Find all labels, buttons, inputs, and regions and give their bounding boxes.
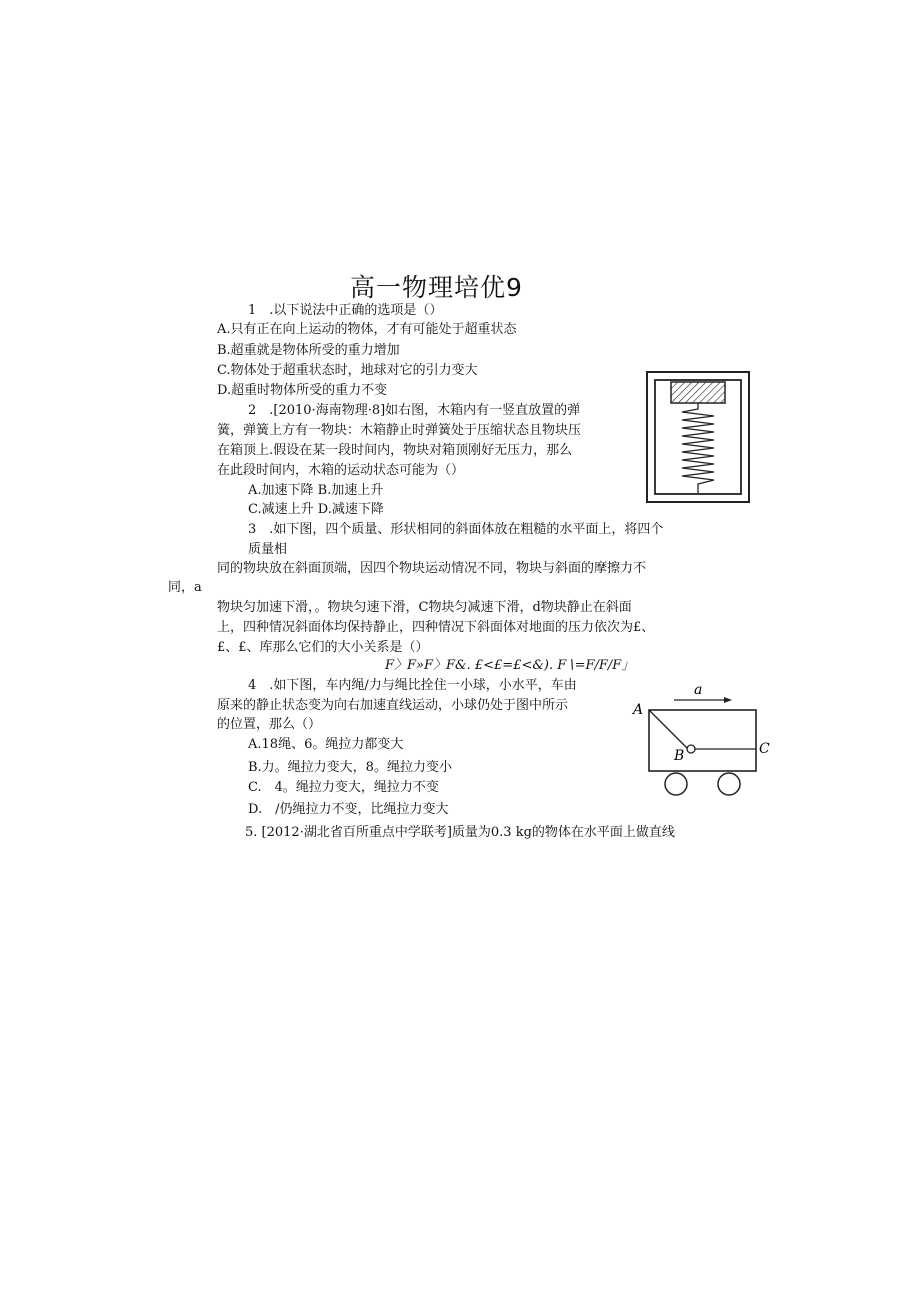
q3-line-7: £、£、库那么它们的大小关系是（） [217,640,429,655]
q4-option-c: C. 4。绳拉力变大，绳拉力不变 [248,780,439,795]
cart-figure [628,678,778,800]
q2-line-4: 在此段时间内，木箱的运动状态可能为（） [217,463,465,478]
q3-line-6: 上，四种情况斜面体均保持静止，四种情况下斜面体对地面的压力依次为£、 [217,620,655,635]
q1-option-d: D.超重时物体所受的重力不变 [217,383,388,398]
left-wheel [665,773,687,795]
q4-option-a: A.18绳、6。绳拉力都变大 [248,737,404,752]
q1-option-c: C.物体处于超重状态时，地球对它的引力变大 [217,363,478,378]
q2-line-1: 2 .[2010·海南物理·8]如右图，木箱内有一竖直放置的弹 [248,403,581,418]
q3-line-4: 同，a [168,580,202,595]
point-a-label: A [633,702,644,718]
point-b-label: B [674,748,685,764]
q4-line-1: 4 .如下图，车内绳/力与绳比拴住一小球，小水平，车由 [248,678,577,693]
spring-box-figure [646,371,750,503]
point-c-label: C [759,741,770,757]
rope-ab [649,710,688,749]
q2-options-cd: C.减速上升 D.减速下降 [248,502,384,517]
cart-body [649,710,756,771]
q4-line-3: 的位置，那么（） [217,717,322,732]
spring [682,403,714,493]
accel-arrowhead [724,697,732,703]
block [671,382,725,403]
q4-option-d: D. /仍绳拉力不变，比绳拉力变大 [248,802,449,817]
page-title: 高一物理培优9 [350,273,523,302]
q1-stem: 1 .以下说法中正确的选项是（） [248,303,443,318]
q2-line-2: 簧，弹簧上方有一物块：木箱静止时弹簧处于压缩状态且物块压 [217,423,582,438]
q4-option-b: B.力。绳拉力变大，8。绳拉力变小 [248,760,452,775]
q1-option-b: B.超重就是物体所受的重力增加 [217,343,400,358]
q3-line-3: 同的物块放在斜面顶端，因四个物块运动情况不同，物块与斜面的摩擦力不 [217,561,647,576]
q5-line-1: 5. [2012·湖北省百所重点中学联考]质量为0.3 kg的物体在水平面上做直线 [245,825,675,840]
q2-line-3: 在箱顶上.假设在某一段时间内，物块对箱顶刚好无压力，那么 [217,443,573,458]
q2-options-ab: A.加速下降 B.加速上升 [248,483,384,498]
q3-options: F〉F»F〉F&. £<£=£<&). F∖=F/F/F」 [385,658,635,673]
accel-label: a [694,682,703,698]
q3-line-2: 质量相 [248,542,288,557]
right-wheel [718,773,740,795]
q4-line-2: 原来的静止状态变为向右加速直线运动，小球仍处于图中所示 [217,698,569,713]
q3-line-1: 3 .如下图，四个质量、形状相同的斜面体放在粗糙的水平面上，将四个 [248,522,664,537]
q1-option-a: A.只有正在向上运动的物体，才有可能处于超重状态 [217,322,517,337]
ball [687,745,695,753]
q3-line-5: 物块匀加速下滑，。物块匀速下滑，C物块匀减速下滑，d物块静止在斜面 [217,600,632,615]
